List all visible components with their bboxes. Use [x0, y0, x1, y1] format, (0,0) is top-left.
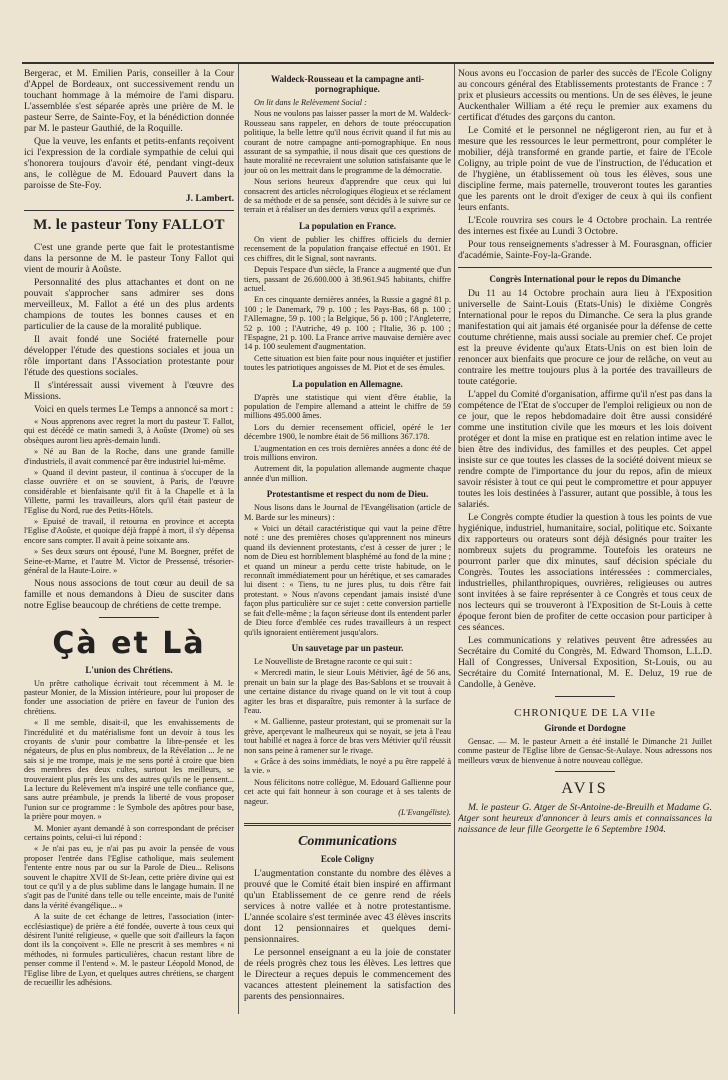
heading-waldeck-rousseau: Waldeck-Rousseau et la campagne anti-pornographique. [271, 74, 424, 94]
article-paragraph: Pour tous renseignements s'adresser à M. Fourasgnan, officier d'académie, Sainte-Foy-la-Grande. [458, 239, 712, 261]
quote-paragraph: » Epuisé de travail, il retourna en province et accepta l'Eglise d'Aoûste, et quoique déjà frappé à mort, il s'y dépensa encore sans compter. Il avait à peine soixante ans. [24, 517, 234, 545]
article-paragraph: Gensac. — M. le pasteur Arnett a été installé le Dimanche 21 Juillet comme pasteur de l'Eglise libre de Gensac-St-Aulaye. Nous adressons nos meilleurs vœux de bienvenue à notre nouveau collègue. [458, 737, 712, 765]
article-paragraph: L'Ecole rouvrira ses cours le 4 Octobre prochain. La rentrée des internes est fixée au Lundi 3 Octobre. [458, 215, 712, 237]
article-paragraph: Le Congrès compte étudier la question à tous les points de vue hygiénique, industriel, humanitaire, social, politique etc. Soixante dix rapporteurs ou orateurs sont déjà désignés pour traiter les nombreux sujets du programme. Toutefois les orateurs ne pourront parler que dix minutes, sauf décision spéciale du Congrès. Toutes les associations intéressées : commerciales, industrielles, philanthropiques, ouvrières, religieuses ou autres sont invitées à se faire représenter à ce Congrès et tous ceux de nos lecteurs qui se trouveront à l'Exposition de St-Louis à cette époque feront bien de profiter de cette occasion pour participer à ces séances. [458, 512, 712, 633]
article-paragraph: « Grâce à des soins immédiats, le noyé a pu être rappelé à la vie. » [244, 756, 451, 776]
article-paragraph: Du 11 au 14 Octobre prochain aura lieu à l'Exposition universelle de Saint-Louis (Etats-Unis) le dixième Congrès International pour le repos du Dimanche. Ce sera la plus grande manifestation qui ait jamais été organisée pour la défense de cette coutume chrétienne, mais aussi sociale au premier chef. Ce projet est la preuve évidente qu'aux Etats-Unis on est bien loin de renoncer aux bienfaits que procure ce jour de relâche, on veut au contraire les mettre toujours plus à la portée des travailleurs de toute catégorie. [458, 288, 712, 387]
article-paragraph: « Mercredi matin, le sieur Louis Métivier, âgé de 56 ans, prenait un bain sur la plage des Bas-Sablons et se trouvait à une certaine distance du rivage quand on le vit tout à coup agiter les bras et disparaître, puis remonter à la surface de l'eau. [244, 668, 451, 715]
article-paragraph: Autrement dit, la population allemande augmente chaque année d'un million. [244, 464, 451, 483]
separator [555, 696, 615, 697]
quote-paragraph: » Quand il devint pasteur, il continua à s'occuper de la classe ouvrière et on se souvient, à Paris, de l'œuvre considérable et bienfaisante qu'il fit à la Chapelle et à la Villette, parmi les travailleurs, alors qu'il était pasteur de l'Eglise du Nord, rue des Petits-Hôtels. [24, 468, 234, 515]
article-paragraph: « Je n'ai pas eu, je n'ai pas pu avoir la pensée de vous proposer l'entrée dans l'Eglise catholique, mais seulement l'entente entre nous par ou sur la Parole de Dieu... Relisons souvent le chapitre XVII de St-Jean, cette prière divine qui est tout ce qu'il y a de plus sublime dans le langage humain. Il ne s'agit pas de l'unité dans telle ou telle enceinte, mais de l'unité dans la vérité évangélique... » [24, 844, 234, 910]
article-paragraph: On lit dans le Relèvement Social : [254, 98, 367, 107]
article-paragraph: Le Nouvelliste de Bretagne raconte ce qui suit : [254, 656, 413, 666]
subheading-ecole-coligny: Ecole Coligny [320, 854, 375, 865]
article-paragraph: Nous nous associons de tout cœur au deuil de sa famille et nous demandons à Dieu de susciter dans notre Eglise beaucoup de chrétiens de cette trempe. [24, 577, 234, 611]
quote-paragraph: » Né au Ban de la Roche, dans une grande famille d'industriels, il avait commencé par être industriel lui-même. [24, 447, 234, 466]
article-paragraph: Nous avons eu l'occasion de parler des succès de l'Ecole Coligny au concours général des Etablissements protestants de France : 7 prix et plusieurs accessits ou mentions. Un de ses élèves, le jeune Auckenthaler William a été reçu le premier aux examens du certificat d'études des garçons du canton. [458, 68, 712, 123]
article-paragraph: « Voici un détail caractéristique qui vaut la peine d'être noté : une des premières choses qu'apprennent nos mineurs quand ils deviennent protestants, c'est à cesser de jurer ; le nom de Dieu est horriblement blasphémé au fond de la mine ; et quand un mineur a perdu cette triste habitude, on le reconnaît immédiatement pour un hérétique, et ses camarades lui disent : « Tiens, tu ne jures plus, tu dois t'être fait protestant. » Nous n'avons cependant jamais insisté d'une façon plus particulière sur ce sujet : cette conversion partielle se fait d'elle-même ; la façon sérieuse dont ils entendent parler de Dieu force d'emblée ces rudes travailleurs à un respect qu'ils ignoraient entièrement jusqu'alors. [244, 524, 451, 637]
article-paragraph: D'après une statistique qui vient d'être établie, la population de l'empire allemand a atteint le chiffre de 59 millions 495.000 âmes. [244, 392, 451, 421]
heading-ca-et-la: Çà et Là [52, 625, 206, 661]
article-paragraph: Nous lisons dans le Journal de l'Evangélisation (article de M. Barde sur les mineurs) : [244, 503, 451, 522]
article-paragraph: Que la veuve, les enfants et petits-enfants reçoivent ici l'expression de la cordiale sympathie de celui qui s'honorera toujours d'avoir été, pendant vingt-deux ans, le collègue de M. Edouard Pauvert dans la paroisse de Ste-Foy. [24, 136, 234, 191]
heading-protestantisme: Protestantisme et respect du nom de Dieu. [266, 489, 429, 500]
article-paragraph: Lors du dernier recensement officiel, opéré le 1er décembre 1900, le nombre était de 56 millions 367.178. [244, 422, 451, 442]
column-divider-1 [238, 64, 239, 1014]
article-paragraph: En ces cinquante dernières années, la Russie a gagné 81 p. 100 ; le Danemark, 79 p. 100 ; les Pays-Bas, 68 p. 100 ; l'Allemagne, 59 p. 100 ; la Belgique, 56 p. 100 ; l'Angleterre, 52 p. 100 ; l'Autriche, 49 p. 100 ; l'Italie, 36 p. 100 ; l'Espagne, 21 p. 100. La France arrive mauvaise dernière avec 14 p. 100 seulement d'augmentation. [244, 295, 451, 352]
separator [99, 617, 159, 618]
article-paragraph: C'est une grande perte que fait le protestantisme dans la personne de M. le pasteur Tony Fallot qui vient de mourir à Aoûste. [24, 242, 234, 275]
article-paragraph: Nous serions heureux d'apprendre que ceux qui lui consacrent des articles nécrologiques élogieux et se réclament de sa méthode et de sa pensée, sont décidés à le suivre sur ce terrain et à réaliser un des derniers vœux qu'il a exprimés. [244, 177, 451, 215]
quote-paragraph: » Ses deux sœurs ont épousé, l'une M. Boegner, préfet de Seine-et-Marne, et l'autre M. Victor de Pressensé, trésorier-général de la Haute-Loire. » [24, 547, 234, 576]
article-paragraph: L'augmentation constante du nombre des élèves a prouvé que le Comité était bien inspiré en affirmant qu'un Etablissement de ce genre rend de réels services à notre vallée et à notre protestantisme. L'année scolaire s'est terminée avec 43 élèves inscrits dont 12 pensionnaires et quelques demi-pensionnaires. [244, 868, 451, 946]
heading-chronique: CHRONIQUE DE LA VIIe [514, 707, 656, 719]
signature: J. Lambert. [185, 193, 234, 204]
top-rule [22, 62, 714, 64]
article-paragraph: Nous félicitons notre collègue, M. Edouard Gallienne pour cet acte qui fait honneur à son courage et à ses talents de nageur. [244, 777, 451, 806]
subheading-gironde-dordogne: Gironde et Dordogne [544, 723, 626, 733]
heading-communications: Communications [298, 834, 397, 850]
separator [244, 823, 451, 826]
separator [555, 771, 615, 772]
column-3 [458, 68, 712, 837]
heading-population-france: La population en France. [298, 220, 396, 231]
article-paragraph: L'augmentation en ces trois dernières années a donc été de trois millions environ. [244, 443, 451, 462]
heading-congres-dimanche: Congrès International pour le repos du Dimanche [489, 274, 681, 284]
article-paragraph: M. le pasteur G. Atger de St-Antoine-de-Breuilh et Madame G. Atger sont heureux d'annoncer à leurs amis et connaissances la naissance de leur fille Georgette le 6 Septembre 1904. [458, 802, 712, 836]
article-paragraph: Nous ne voulons pas laisser passer la mort de M. Waldeck-Rousseau sans rappeler, en dehors de toute préoccupation politique, la belle lettre qu'il nous écrivit quand il fut mis au courant de notre campagne anti-pornographique. En nous assurant de sa sympathie, il nous disait que ces questions de haute moralité ne recevraient une solution satisfaisante que le jour où on les mettrait dans le programme de la démocratie. [244, 109, 451, 175]
article-paragraph: Voici en quels termes Le Temps a annoncé sa mort : [34, 404, 234, 415]
subheading-union-chretiens: L'union des Chrétiens. [85, 664, 173, 675]
article-paragraph: Un prêtre catholique écrivait tout récemment à M. le pasteur Monier, de la Mission intérieure, pour lui proposer de fonder une association de prière en faveur de l'union des chrétiens. [24, 678, 234, 716]
article-paragraph: Depuis l'espace d'un siècle, la France a augmenté que d'un tiers, passant de 26.600.000 à 38.961.945 habitants, chiffre actuel. [244, 265, 451, 293]
article-paragraph: Il avait fondé une Société fraternelle pour développer l'étude des questions sociales et joua un rôle important dans l'Association protestante pour l'étude des questions sociales. [24, 334, 234, 378]
article-paragraph: M. Monier ayant demandé à son correspondant de préciser certains points, celui-ci lui répond : [24, 823, 234, 842]
article-paragraph: « Il me semble, disait-il, que les envahissements de l'incrédulité et du matérialisme font un devoir à tous les croyants de s'unir pour combattre la libre-pensée et les négateurs, de plus en plus nombreux, de la Révélation ... Je ne sais si je me trompe, mais je me sens porté à croire que bien des membres des deux cultes, surtout les meilleurs, se trouveraient plus près les uns des autres qu'ils ne le pensent... La lecture du Relèvement m'a inspiré une telle confiance que, sans autre préambule, je prends la liberté de vous proposer l'union sur ce programme : le Symbole des apôtres pour base, la prière pour moyen. » [24, 718, 234, 822]
article-paragraph: Il s'intéressait aussi vivement à l'œuvre des Missions. [24, 380, 234, 402]
heading-population-allemagne: La population en Allemagne. [292, 378, 403, 389]
column-divider-2 [454, 64, 455, 1014]
article-paragraph: On vient de publier les chiffres officiels du dernier recensement de la population française effectué en 1901. Et ces chiffres, dit le Signal, sont navrants. [244, 234, 451, 263]
article-paragraph: Personnalité des plus attachantes et dont on ne pouvait s'approcher sans admirer ses dons merveilleux, M. Fallot a été un des plus ardents champions de toutes les bonnes causes et en particulier de la cause de la moralité publique. [24, 277, 234, 332]
article-paragraph: Bergerac, et M. Emilien Paris, conseiller à la Cour d'Appel de Bordeaux, ont successivement rendu un touchant hommage à la mémoire de l'ami disparu. L'assemblée s'est séparée après une prière de M. le pasteur Serre, de Sainte-Foy, et la bénédiction donnée par M. le pasteur Gauthié, de la Roquille. [24, 68, 234, 134]
article-paragraph: Le personnel enseignant a eu la joie de constater de réels progrès chez tous les élèves. Les lettres que le Directeur a reçues depuis le commencement des vacances attestent pleinement la satisfaction des parents des pensionnaires. [244, 947, 451, 1003]
article-paragraph: L'appel du Comité d'organisation, affirme qu'il n'est pas dans la compétence de l'Etat de s'occuper de l'emploi religieux ou non de ce jour, que le repos hebdomadaire doit être aussi considéré comme une institution civile que les mœurs et les lois doivent protéger et dont la mise en pratique est en relation intime avec le bien être des individus, des familles et des peuples. Cet appel insiste sur ce que toutes les classes de la société doivent mieux se rendre compte de l'importance du jour du repos, afin de mieux savoir résister à tout ce qui peut le compromettre et pour appuyer toutes les lois destinées à l'assurer, autant que possible, à tous les salariés. [458, 389, 712, 510]
column-1 [24, 68, 234, 990]
heading-sauvetage: Un sauvetage par un pasteur. [291, 642, 404, 653]
column-2 [244, 68, 451, 1004]
article-paragraph: Les communications y relatives peuvent être adressées au Secrétaire du Comité du Congrès, M. Edward Thomson, L.L.D. Hall of Congresses, Universal Exposition, St-Louis, ou au Secrétaire du Comité International, M. E. Deluz, 19 rue de Candolle, à Genève. [458, 635, 712, 690]
separator [458, 267, 712, 268]
separator [24, 210, 234, 211]
article-paragraph: Cette situation est bien faite pour nous inquiéter et justifier toutes les patriotiques angoisses de M. Piot et de ses émules. [244, 353, 451, 373]
quote-paragraph: « Nous apprenons avec regret la mort du pasteur T. Fallot, qui est décédé ce matin samedi 3, à Aoûste (Drome) où ses obsèques auront lieu après-demain lundi. [24, 417, 234, 445]
heading-tony-fallot: M. le pasteur Tony FALLOT [33, 217, 225, 233]
article-paragraph: A la suite de cet échange de lettres, l'association (inter-ecclésiastique) de prière a été fondée, ouverte à tous ceux qui désirent l'unité religieuse, « quelle que soit d'ailleurs la façon dont ils la conçoivent ». Elle ne prescrit à ses membres « ni méthodes, ni formules particulières, chacun restant libre de penser comme il l'entend ». M. le pasteur Léopold Monod, de l'Eglise libre de Lyon, et quelques autres chrétiens, se chargent de recueillir les adhésions. [24, 912, 234, 988]
heading-avis: AVIS [561, 780, 609, 798]
article-paragraph: Le Comité et le personnel ne négligeront rien, au fur et à mesure que les ressources le leur permettront, pour compléter le mobilier, déjà transformé en grande partie, et faire de l'Ecole Coligny, au triple point de vue de l'instruction, de l'éducation et de l'hygiène, un établissement où tous les élèves, sous une discipline ferme, mais paternelle, trouveront toutes les garanties que les parents ont le droit d'exiger de ceux à qui ils confient leurs enfants. [458, 125, 712, 213]
source-credit: (L'Evangéliste). [398, 808, 451, 817]
article-paragraph: « M. Gallienne, pasteur protestant, qui se promenait sur la grève, aperçevant le malheureux qui se noyait, se jeta à l'eau tout habillé et nagea à force de bras vers Métivier qu'il réussit non sans peine à ramener sur le rivage. [244, 717, 451, 755]
